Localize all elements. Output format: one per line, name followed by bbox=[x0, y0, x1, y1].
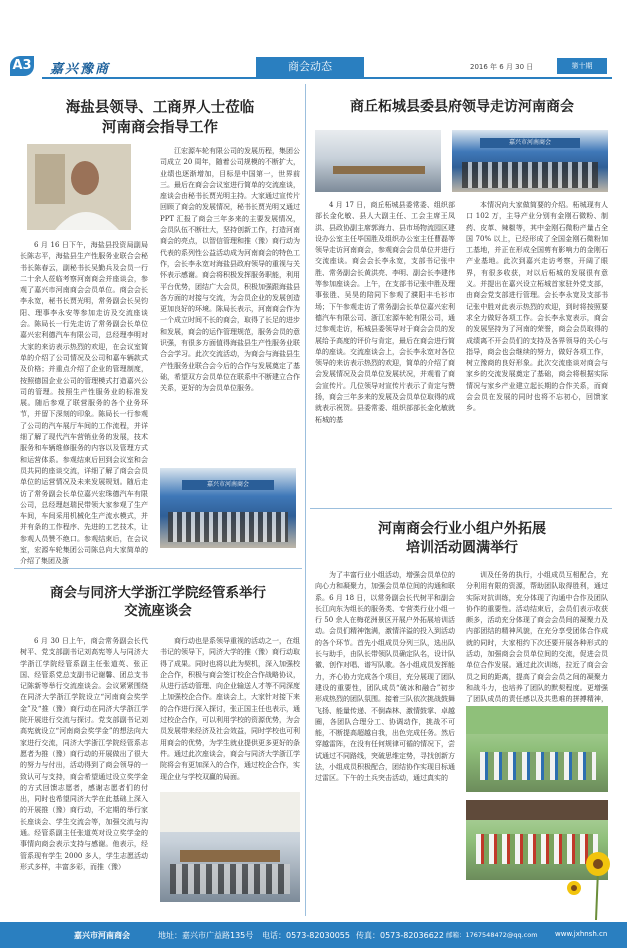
article4-headline bbox=[312, 520, 612, 558]
sunflower-icon bbox=[560, 830, 620, 920]
team-members-image bbox=[480, 752, 596, 780]
group-people-image bbox=[462, 162, 598, 188]
footer-address: 地址：嘉兴市广益路135号 bbox=[158, 931, 254, 940]
sunflower-decoration bbox=[560, 830, 620, 920]
meeting-table-image bbox=[333, 166, 425, 174]
meeting-table-image bbox=[180, 850, 280, 862]
article1-portrait-photo bbox=[27, 144, 131, 230]
room-wall-image bbox=[160, 792, 300, 832]
article1-headline-line2: 河南商会指导工作 bbox=[102, 118, 218, 136]
article-divider bbox=[310, 508, 612, 509]
article3-meeting-photo bbox=[160, 792, 300, 902]
column-divider bbox=[305, 84, 306, 916]
article3-body-col1: 6 月 30 日上午，商会常务副会长代树平、党支部副书记刘高宪等人与同济大学浙江学院经管系副主任张道英、张正国、经管系党总支副书记谢馨、团总支书记陈新等举行交流座谈会。会议紧紧围绕在同济大学浙江学院设立“河南商会奖学金”及“推（豫）商行动在同济大学浙江学院开展进行交流与探讨。党支部副书记刘高宪就设立“河南商会奖学金”的想法向大家进行交流，同济大学浙江学院经管系志愿者为推（豫）商行动的开展做出了很大的努力与付出，活动得到了商会领导的一致认可与支持，商会希望通过设立奖学金的方式回馈志愿者，感谢志愿者们的付出，同时也希望同济大学在此基础上深入的开展推（豫）商行动，不定期的举行家长座谈会、学生交流会等，加强交流与沟通。经管系副主任张道英对设立奖学金的事情向商会表示支持与感谢。他表示，经管系现有学生 2000 多人，学生志愿活动形式多样，丰富多彩，而推（豫） bbox=[20, 637, 148, 871]
header-rule bbox=[42, 77, 612, 79]
article1-headline-line1: 海盐县领导、工商界人士莅临 bbox=[65, 99, 255, 116]
article2-headline: 商丘柘城县委县府领导走访河南商会 bbox=[350, 99, 574, 115]
issue-date: 2016 年 6 月 30 日 bbox=[470, 63, 534, 71]
signboard-text: 嘉兴市河南商会 bbox=[480, 138, 580, 148]
article2-body-col1: 4 月 17 日，商丘柘城县委常委、组织部部长金化敏、县人大副主任、工会主席王凤洪、县政协副主席郭海力、县市场物流园区建设办公室主任毕国胜及组织办公室主任曹磊等领导走访河南商会，参观商会会员单位并进行交流座谈。商会会长李永宽，支部书记张中胜、常务副会长黄洪亮、李明、副会长李建伟等参加座谈会。上午，在支部书记张中胜及理事张胜、吴昊的陪同下参观了濮阳丰毛衫市场；下午参观走访了常务副会长单位嘉兴宏利德汽车有限公司、浙江宏源车轮有限公司，通过参观走访，柘城县委领导对于商会会员的发展给予高度的评价与肯定，最后在商会进行简单的座谈。交流座谈会上，会长李永宽对各位领导的来访表示热烈的欢迎，简单的介绍了商会发展情况及会员单位发展状况，并观看了商会宣传片。几位领导对宣传片表示了肯定与赞扬，商会三年多来的发展及会员单位取得的成就表示祝贺。县委常委、组织部部长金化敏就柘城的基 bbox=[315, 201, 455, 424]
footer-phone: 电话：0573-82030055 bbox=[262, 931, 350, 940]
page-number-badge: A3 bbox=[10, 56, 34, 76]
footer-website[interactable]: www.jxhnsh.cn bbox=[555, 930, 608, 938]
footer-org: 嘉兴市河南商会 bbox=[74, 931, 130, 940]
issue-number: 第十期 bbox=[557, 58, 607, 74]
footer-fax: 传真：0573-82036622 bbox=[356, 931, 444, 940]
attendees-image bbox=[170, 864, 290, 894]
trees-image bbox=[466, 706, 608, 734]
article3-body-col2: 商行动也是系领导重视的活动之一，在组书记的领导下，同济大学的推（豫）商行动取得了成果。同时也将以此为契机，深入加强校企合作，积极与商会签订校企合作战略协议，从进行活动管理、向企业输送人才等不同深度上加强校企合作。座谈会上，大家针对接下来的合作进行深入探讨，张正国主任也表示，通过校企合作，可以利用学校的资源优势，为会员发展带来经济及社会效益，同时学校也可利用商会的优势，为学生就业提供更多更好的条件。通过此次座谈会，商会与同济大学浙江学院将会有更加深入的合作，通过校企合作，实现企业与学校双赢的局面。 bbox=[160, 637, 300, 781]
footer-email: 邮箱：1767548472@qq.com bbox=[446, 931, 538, 939]
article3-headline-line2: 交流座谈会 bbox=[124, 603, 192, 620]
article1-group-photo bbox=[160, 468, 296, 548]
footer-bar bbox=[0, 922, 627, 948]
person-portrait-image bbox=[27, 144, 131, 230]
article2-meeting-photo bbox=[315, 130, 441, 192]
article4-headline-line1: 河南商会行业小组户外拓展 bbox=[378, 521, 546, 537]
article2-group-photo bbox=[452, 130, 608, 192]
article4-body-col2: 训及任务的执行，小组成员互相配合，充分利用有限的资源，帮助团队取得胜利，通过实际对抗训练，充分体现了沟通中合作及团队协作的重要性。活动结束后，会员们表示收获颇多，活动充分体现了商会会员间的凝聚力及内部团结的精神风貌，在充分享受团体合作成就的同时，大家相约下次还要开展各种形式的活动，加强商会会员单位间的交流，促进会员单位合作发展。通过此次训练，拉近了商会会员之间的距离，提高了商会会员之间的凝聚力和战斗力，也培养了团队的默契程度。更增强了团队成员的责任感以及共患难的拼搏精神， bbox=[466, 571, 608, 704]
article3-headline-line1: 商会与同济大学浙江学院经管系举行 bbox=[50, 585, 266, 601]
article1-body-col1: 6 月 16 日下午，海盐县投资局副局长陈志平，海盐县生产性服务业联合会秘书长陈春云，副秘书长吴勤兵及会员一行二十余人莅临考察河南商会并座谈会，参观了嘉兴市河南商会会员单位。商会会长李永宽，秘书长贾光明，常务副会长吴钧阳、理事李永安等参加走访及交流座谈会。陈局长一行先走访了常务副会长单位嘉兴宏利德汽车有限公司，总经理李明对大家的来访表示热烈的欢迎，在会议室简单的介绍了公司情况及公司和嘉车辆款式及价格；并重点介绍了企业的管理制度，按照德国企业公司的管理模式打造嘉兴公司的管理。按照生产性服务业的标准发展。随后参观了联营服务的各个业务环节，并留下深刻的印象。陈局长一行参观了公司的汽车展厅车间的工作流程，并详细了解了现代汽车营销业务的发展，技术服务和车辆维修服务的内容以及管理方式和运营体系。参观结束后回到会议室和会员共同的座谈交流，详细了解了商会会员单位的运营情况及未来发展规划。随后走访了常务副会长单位嘉兴宏珠德汽车有限公司，总经理赵瑞民带领大家参观了生产车间，车间采用机械化生产流水模式，并并有条的工作程序、先进的工艺技术，让参观人员赞不绝口。参观结束后，在会议室，宏源车轮集团公司陈总向大家简单的介绍了集团及浙 bbox=[20, 241, 148, 566]
article1-headline bbox=[20, 98, 300, 137]
article2-body-col2: 本情况向大家做简要的介绍。柘城现有人口 102 万，主导产业分别有金刚石微粉、制药、皮革、辣椒等，其中金刚石微粉产量占全国 70% 以上，已经形成了全国金刚石微粉加工基地，并正在形成全国剪有影响力的金刚石产业基地。此次到嘉兴走访考察，开阔了眼界，有很多收获，对以后柘城的发展很有意义。并提出在嘉兴设立柘城首家驻外党支部，由商会党支部进行管理。会长李永宽及支部书记张中胜对此表示热烈的欢迎，到时将按照要求全力做好各项工作。会长李永宽表示，商会的发展坚持为了河南的荣誉，商会会员取得的成绩离不开会员们的支持及各界领导的关心与指导，商会也会继续的努力，做好各项工作，树立豫商的良好形象。此次交流座谈对商会与家乡的交流发展奠定了基础，商会将根据实际情况与家乡产业建立起长期的合作关系，而商会会员在发展的同时也将不忘初心，回馈家乡。 bbox=[466, 201, 608, 413]
article-divider bbox=[14, 568, 302, 569]
article4-outdoor-photo bbox=[466, 706, 608, 792]
article3-headline bbox=[14, 584, 302, 620]
signboard-text: 嘉兴市河南商会 bbox=[182, 480, 274, 490]
group-people-image bbox=[168, 512, 288, 542]
article4-body-col1: 为了丰富行业小组活动，增强会员单位的向心力和凝聚力，加强会员单位间的沟通和联系。6 月 18 日，以常务副会长代树平和副会长江向东为组长的服务类、专营类行业小组一行 50 余人在梅花洲景区开展户外拓展培训活动。会员们精神饱满，激情洋溢的投入到活动的各个环节。首先小组成员分列三队，选出队长与助手，由队长带领队员确定队名，设计队徽、创作对唱、谱写队歌。各小组成员发挥能力，齐心协力完成各个项目，充分展现了团队建设的重要性，团队成员“破冰和融合”初步形成热烈的团队氛围。接着三队依次挑战鼓舞飞扬、能量传递、不倒森林、激情鼓掌、卓越圈，各团队合理分工、协调动作，挑战不可能，不断提高超越自我，出色完成任务。然后穿越雷阵，在没有任何规律可循的情况下，尝试通过不同路线，突破思维定势，寻找创新方法，小组成员积极配合，团结协作实现目标通过雷区。下午的土兵突击活动，通过真实的 bbox=[315, 571, 455, 783]
article4-headline-line2: 培训活动圆满举行 bbox=[406, 539, 518, 556]
article1-body-col2: 江宏源车轮有限公司的发展历程，集团公司成立 20 周年，随着公司规模的不断扩大，业绩也逐渐增加，目标是中国第一，世界前三。最后在商会会议室进行简单的交流座谈，座谈会由秘书长贾光明主持。大家通过宣传片回顾了商会的发展情况，秘书长贾光明又通过 PPT 汇报了商会三年多来的主要发展情况，会员队伍不断壮大，坚持创新工作，打造河南商会的亮点，以智信管理和推（豫）商行动为代表的系列性公益活动成为河南商会的特色工作，会长李永宽对海盐县政府领导的重视与关怀表示感谢。商会将积极发挥服务职能，利用平台优势，团结广大会员，积极加强跟海盐县各方面的对接与交流，为会员企业的发展创造更加良好的环境。陈局长表示，河南商会作为一个成立时间不长的商会，取得了长足的进步和发展，商会的运作管理规范，服务会员的意识强，有很多方面值得海盐县生产性服务业联合会学习。此次交流活动，为商会与海盐县生产性服务业联合会今后的合作与发展奠定了基础，希望双方会员单位在联系中不断建立合作关系，更好的为会员单位服务。 bbox=[160, 147, 300, 393]
pavilion-roof-image bbox=[466, 800, 608, 820]
masthead-title: 嘉兴豫商 bbox=[50, 62, 111, 77]
section-title: 商会动态 bbox=[256, 57, 364, 77]
